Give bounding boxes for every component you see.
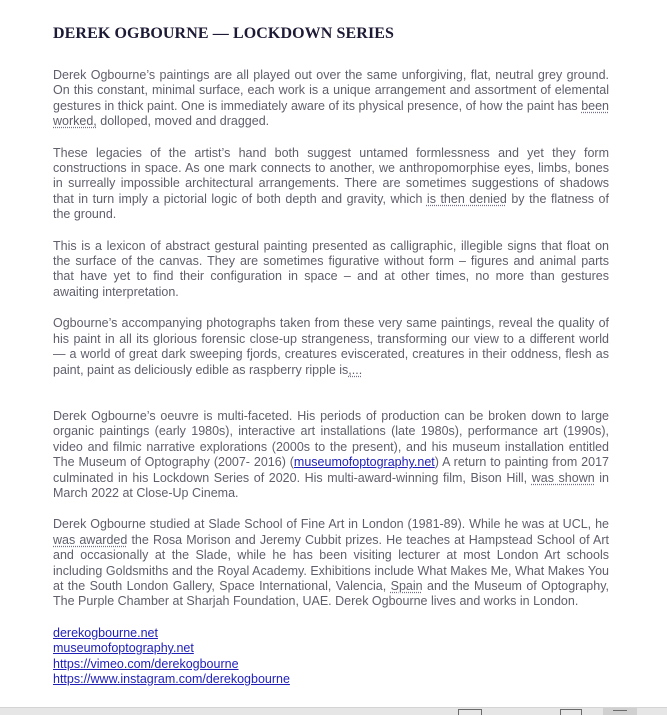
document-title: DEREK OGBOURNE — LOCKDOWN SERIES bbox=[53, 25, 395, 42]
grammar-flag-ellipsis[interactable]: ,... bbox=[348, 362, 363, 377]
paragraph-6-text-c: the Rosa Morison and Jeremy Cubbit prizes. He teaches at Hampstead School of Art and occasionally at the Slade, while he has been visiting lecturer at most London Art schools including Goldsmiths and the Royal Academy. Exhibitions include What Makes Me, What Makes You at the South London Gallery, Space International, Valencia, bbox=[53, 532, 609, 593]
paragraph-1-text-a: Derek Ogbourne’s paintings are all played out over the same unforgiving, flat, neutral grey ground. On this constant, minimal surface, each work is a unique arrangement and assortment of elemental gestures in thick paint. One is immediately aware of its physical presence, of how the paint has bbox=[53, 68, 609, 113]
links-list bbox=[53, 626, 609, 688]
read-mode-icon[interactable] bbox=[560, 709, 582, 715]
focus-mode-icon[interactable] bbox=[458, 709, 482, 715]
paragraph-4 bbox=[53, 316, 609, 378]
paragraph-2-text-a: These legacies of the artist’s hand both suggest untamed formlessness and yet they form constructions in space. As one mark connects to another, we anthropomorphise eyes, limbs, bones in surreally impossible architectural arrangements. There are sometimes suggestions of shadows that in turn imply a pictorial logic of both depth and gravity, which bbox=[53, 145, 609, 206]
grammar-flag-was-shown[interactable]: was shown bbox=[531, 470, 595, 485]
spelling-flag-spain[interactable]: Spain bbox=[390, 578, 423, 593]
status-bar bbox=[0, 707, 667, 715]
paragraph-5-text-a: Derek Ogbourne’s oeuvre is multi-faceted. His periods of production can be broken down to large organic paintings (early 1980s), interactive art installations (late 1980s), performance art (1990s), video and filmic narrative explorations (2000s to the present), and his museum installation entitled The Museum of Optography (2007- 2016) ( bbox=[53, 408, 609, 470]
museumofoptography-link[interactable]: museumofoptography.net bbox=[53, 641, 194, 656]
grammar-flag-was-awarded[interactable]: was awarded bbox=[53, 532, 128, 547]
grammar-flag-is-then-denied[interactable]: is then denied bbox=[426, 191, 507, 206]
paragraph-3-text: This is a lexicon of abstract gestural painting presented as calligraphic, illegible signs that float on the surface of the canvas. They are sometimes figurative without form – figures and animal parts that have yet to find their configuration in space – and at other times, no more than gestures awaiting interpretation. bbox=[53, 238, 609, 299]
paragraph-5 bbox=[53, 409, 609, 501]
paragraph-2-text-c: by the flatness of the ground. bbox=[53, 191, 609, 222]
paragraph-2 bbox=[53, 146, 609, 223]
paragraph-6-text-a: Derek Ogbourne studied at Slade School of Fine Art in London (1981-89). While he was at UCL, he bbox=[53, 517, 609, 532]
vimeo-link[interactable]: https://vimeo.com/derekogbourne bbox=[53, 656, 239, 671]
museum-of-optography-inline-link[interactable]: museumofoptography.net bbox=[293, 455, 435, 470]
paragraph-1-text-c: dolloped, moved and dragged. bbox=[96, 114, 270, 129]
paragraph-5-text-b: ) A return to painting from 2017 culminated in his Lockdown Series of 2020. His multi-award-winning film, Bison Hill, bbox=[53, 455, 609, 485]
paragraph-6 bbox=[53, 517, 609, 609]
paragraph-3 bbox=[53, 239, 609, 301]
paragraph-1 bbox=[53, 68, 609, 130]
paragraph-4-text-a: Ogbourne’s accompanying photographs taken from these very same paintings, reveal the quality of his paint in all its glorious forensic close-up strangeness, transforming our view to a different world — a world of great dark sweeping fjords, creatures eviscerated, creatures in their oddness, flesh as paint, paint as deliciously edible as raspberry ripple is bbox=[53, 316, 609, 377]
derekogbourne-link[interactable]: derekogbourne.net bbox=[53, 625, 158, 640]
paragraph-5-text-d: in March 2022 at Close-Up Cinema. bbox=[53, 470, 609, 500]
instagram-link[interactable]: https://www.instagram.com/derekogbourne bbox=[53, 672, 290, 686]
grammar-flag-been-worked[interactable]: been worked, bbox=[53, 98, 609, 129]
paragraph-6-text-e: and the Museum of Optography, The Purple Chamber at Sharjah Foundation, UAE. Derek Ogbourne lives and works in London. bbox=[53, 578, 609, 609]
print-layout-icon[interactable] bbox=[603, 708, 637, 715]
